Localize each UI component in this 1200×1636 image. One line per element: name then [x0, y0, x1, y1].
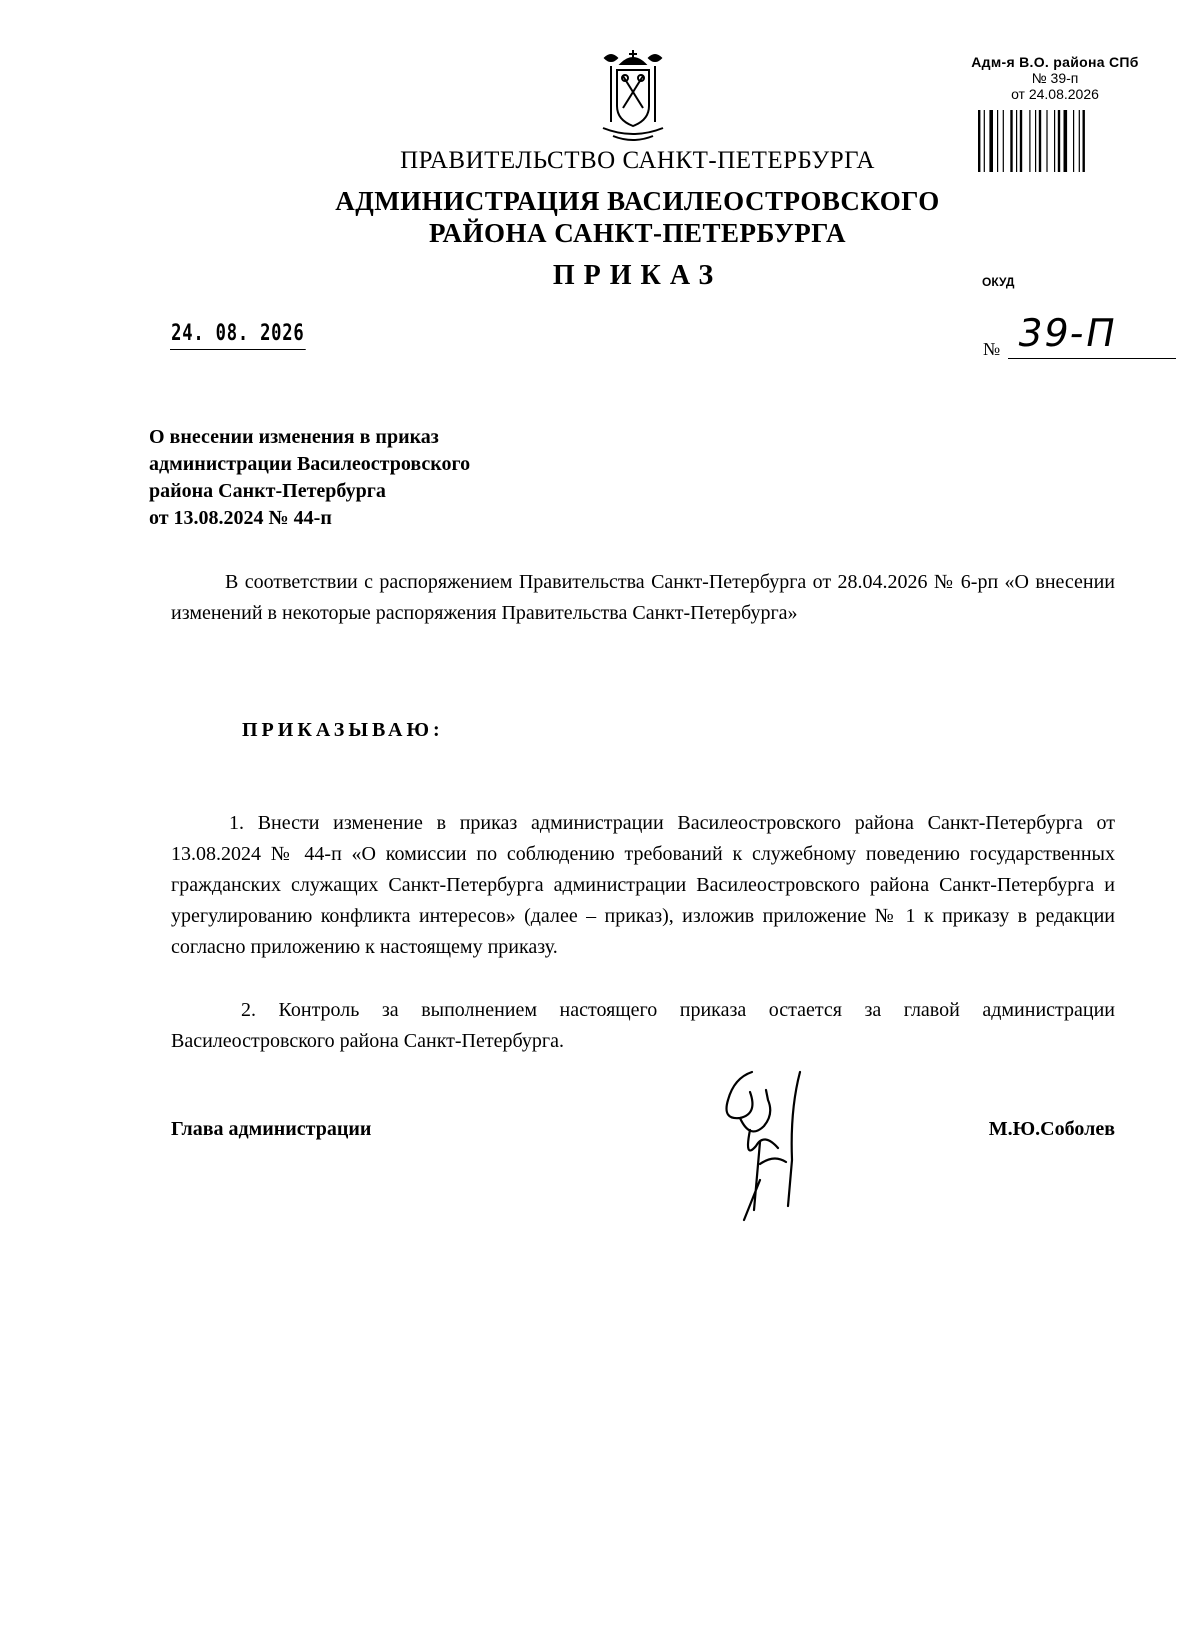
handwritten-signature: [720, 1070, 830, 1240]
subject-line: от 13.08.2024 № 44-п: [149, 507, 332, 529]
order-date: 24. 08. 2026: [170, 321, 306, 350]
stamp-org: Адм-я В.О. района СПб: [971, 54, 1139, 70]
subject-line: района Санкт-Петербурга: [149, 480, 386, 502]
order-number: 39-П: [1014, 311, 1121, 355]
order-item-2: 2. Контроль за выполнением настоящего приказа остается за главой администрации Василеостровского района Санкт-Петербурга.: [171, 999, 1115, 1052]
number-underline: [1008, 358, 1176, 359]
administration-title-line2: РАЙОНА САНКТ-ПЕТЕРБУРГА: [429, 218, 846, 248]
order-subject: [149, 424, 619, 532]
subject-line: О внесении изменения в приказ: [149, 426, 439, 448]
signer-name: М.Ю.Соболев: [988, 1118, 1115, 1140]
government-title: ПРАВИТЕЛЬСТВО САНКТ-ПЕТЕРБУРГА: [400, 147, 875, 174]
document-type: ПРИКАЗ: [552, 260, 723, 291]
subject-line: администрации Василеостровского: [149, 453, 471, 475]
signer-title: Глава администрации: [171, 1118, 372, 1140]
registration-stamp: [950, 54, 1160, 102]
okud-label: ОКУД: [982, 275, 1015, 289]
order-item-1: 1. Внести изменение в приказ администрации Василеостровского района Санкт-Петербурга от 13.08.2024 № 44-п «О комиссии по соблюдению требований к служебному поведению государственных гражданских служащих Санкт-Петербурга администрации Василеостровского района Санкт-Петербурга и урегулированию конфликта интересов» (далее – приказ), изложив приложение № 1 к приказу в редакции согласно приложению к настоящему приказу.: [171, 812, 1115, 958]
administration-title-line1: АДМИНИСТРАЦИЯ ВАСИЛЕОСТРОВСКОГО: [335, 186, 940, 216]
stamp-date: от 24.08.2026: [1011, 86, 1099, 102]
basis-paragraph: В соответствии с распоряжением Правительства Санкт-Петербурга от 28.04.2026 № 6-рп «О внесении изменений в некоторые распоряжения Правительства Санкт-Петербурга»: [171, 571, 1115, 624]
coat-of-arms-icon: [583, 50, 683, 146]
decree-heading: ПРИКАЗЫВАЮ:: [242, 719, 444, 741]
number-sign: №: [983, 339, 1001, 359]
stamp-number: № 39-п: [1031, 70, 1079, 86]
